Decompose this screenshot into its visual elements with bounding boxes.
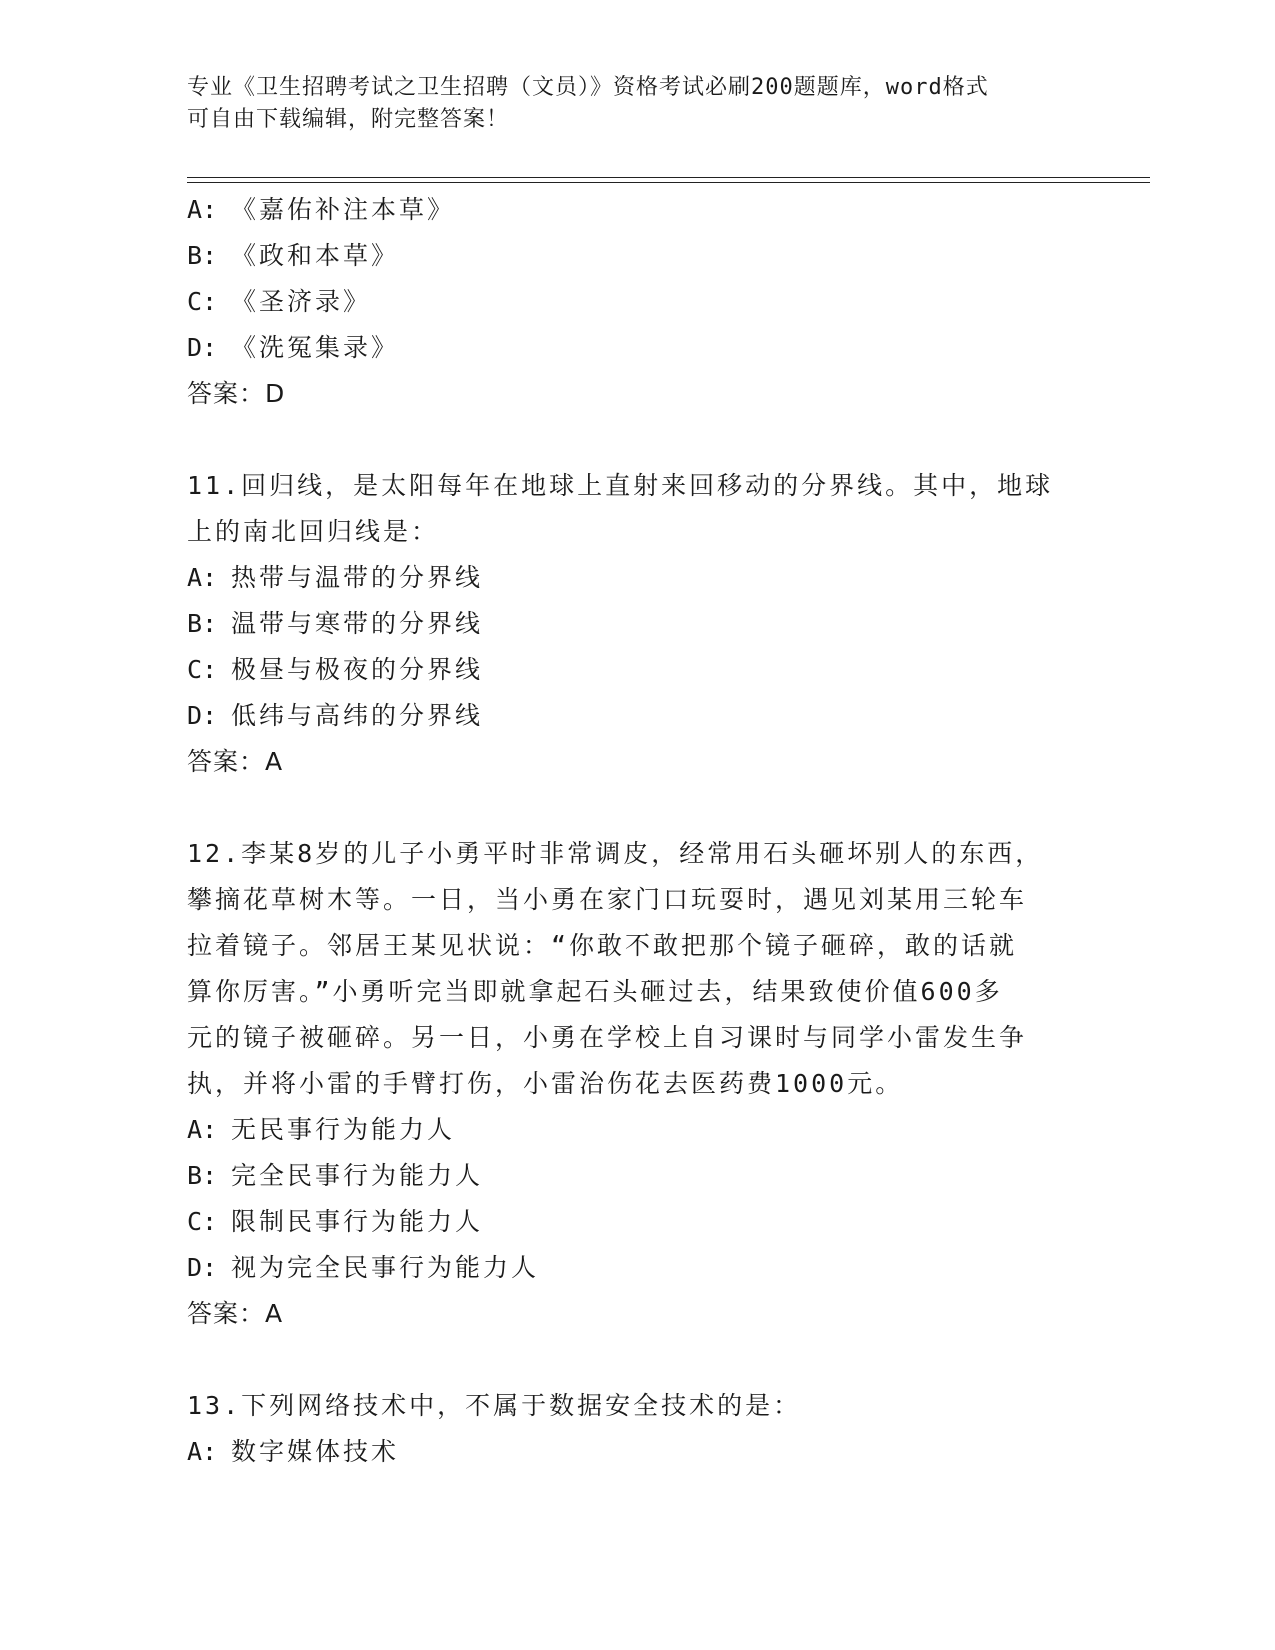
option-text: 《洗冤集录》 bbox=[231, 333, 400, 362]
option-d bbox=[187, 325, 1087, 371]
question-13 bbox=[187, 1383, 1087, 1475]
option-label: C: bbox=[187, 287, 218, 316]
option-text: 《政和本草》 bbox=[231, 241, 400, 270]
header-divider-bottom bbox=[187, 182, 1150, 183]
option-c bbox=[187, 1199, 1087, 1245]
header-line-1: 专业《卫生招聘考试之卫生招聘（文员）》资格考试必刷200题题库，word格式 bbox=[187, 75, 989, 100]
option-text: 热带与温带的分界线 bbox=[231, 563, 484, 592]
option-label: B: bbox=[187, 1161, 218, 1190]
option-text: 《圣济录》 bbox=[231, 287, 372, 316]
option-label: B: bbox=[187, 241, 218, 270]
question-list bbox=[187, 187, 1087, 1475]
option-text: 低纬与高纬的分界线 bbox=[231, 701, 484, 730]
option-c bbox=[187, 647, 1087, 693]
option-label: B: bbox=[187, 609, 218, 638]
option-label: C: bbox=[187, 1207, 218, 1236]
answer-line: 答案：A bbox=[187, 747, 284, 776]
option-a bbox=[187, 1107, 1087, 1153]
option-a bbox=[187, 187, 1087, 233]
question-stem-line: 拉着镜子。邻居王某见状说：“你敢不敢把那个镜子砸碎，敢的话就 bbox=[187, 931, 1018, 960]
option-a bbox=[187, 555, 1087, 601]
option-label: A: bbox=[187, 563, 218, 592]
header-divider-top bbox=[187, 177, 1150, 178]
question-stem-line: 上的南北回归线是： bbox=[187, 517, 440, 546]
option-text: 数字媒体技术 bbox=[231, 1437, 400, 1466]
option-label: A: bbox=[187, 1437, 218, 1466]
question-stem-line: 攀摘花草树木等。一日，当小勇在家门口玩耍时，遇见刘某用三轮车 bbox=[187, 885, 1028, 914]
option-text: 视为完全民事行为能力人 bbox=[231, 1253, 540, 1282]
question-stem-line: 算你厉害。”小勇听完当即就拿起石头砸过去，结果致使价值600多 bbox=[187, 977, 1003, 1006]
option-d bbox=[187, 1245, 1087, 1291]
question-11 bbox=[187, 463, 1087, 785]
question-stem-line: 11.回归线，是太阳每年在地球上直射来回移动的分界线。其中，地球 bbox=[187, 471, 1054, 500]
option-b bbox=[187, 601, 1087, 647]
option-label: D: bbox=[187, 701, 218, 730]
question-stem-line: 元的镜子被砸碎。另一日，小勇在学校上自习课时与同学小雷发生争 bbox=[187, 1023, 1028, 1052]
question-10-continued bbox=[187, 187, 1087, 417]
option-text: 完全民事行为能力人 bbox=[231, 1161, 484, 1190]
option-a bbox=[187, 1429, 1087, 1475]
option-c bbox=[187, 279, 1087, 325]
option-text: 《嘉佑补注本草》 bbox=[231, 195, 456, 224]
answer-line: 答案：D bbox=[187, 379, 286, 408]
option-b bbox=[187, 1153, 1087, 1199]
option-label: A: bbox=[187, 195, 218, 224]
option-label: C: bbox=[187, 655, 218, 684]
option-text: 极昼与极夜的分界线 bbox=[231, 655, 484, 684]
header-line-2: 可自由下载编辑，附完整答案！ bbox=[187, 107, 510, 132]
option-label: D: bbox=[187, 1253, 218, 1282]
option-text: 无民事行为能力人 bbox=[231, 1115, 456, 1144]
document-header bbox=[187, 72, 1087, 136]
question-stem-line: 13.下列网络技术中，不属于数据安全技术的是： bbox=[187, 1391, 802, 1420]
option-label: A: bbox=[187, 1115, 218, 1144]
option-text: 限制民事行为能力人 bbox=[231, 1207, 484, 1236]
answer-line: 答案：A bbox=[187, 1299, 284, 1328]
option-d bbox=[187, 693, 1087, 739]
option-text: 温带与寒带的分界线 bbox=[231, 609, 484, 638]
question-12 bbox=[187, 831, 1087, 1337]
question-stem-line: 12.李某8岁的儿子小勇平时非常调皮，经常用石头砸坏别人的东西， bbox=[187, 839, 1044, 868]
option-b bbox=[187, 233, 1087, 279]
question-stem-line: 执，并将小雷的手臂打伤，小雷治伤花去医药费1000元。 bbox=[187, 1069, 904, 1098]
option-label: D: bbox=[187, 333, 218, 362]
